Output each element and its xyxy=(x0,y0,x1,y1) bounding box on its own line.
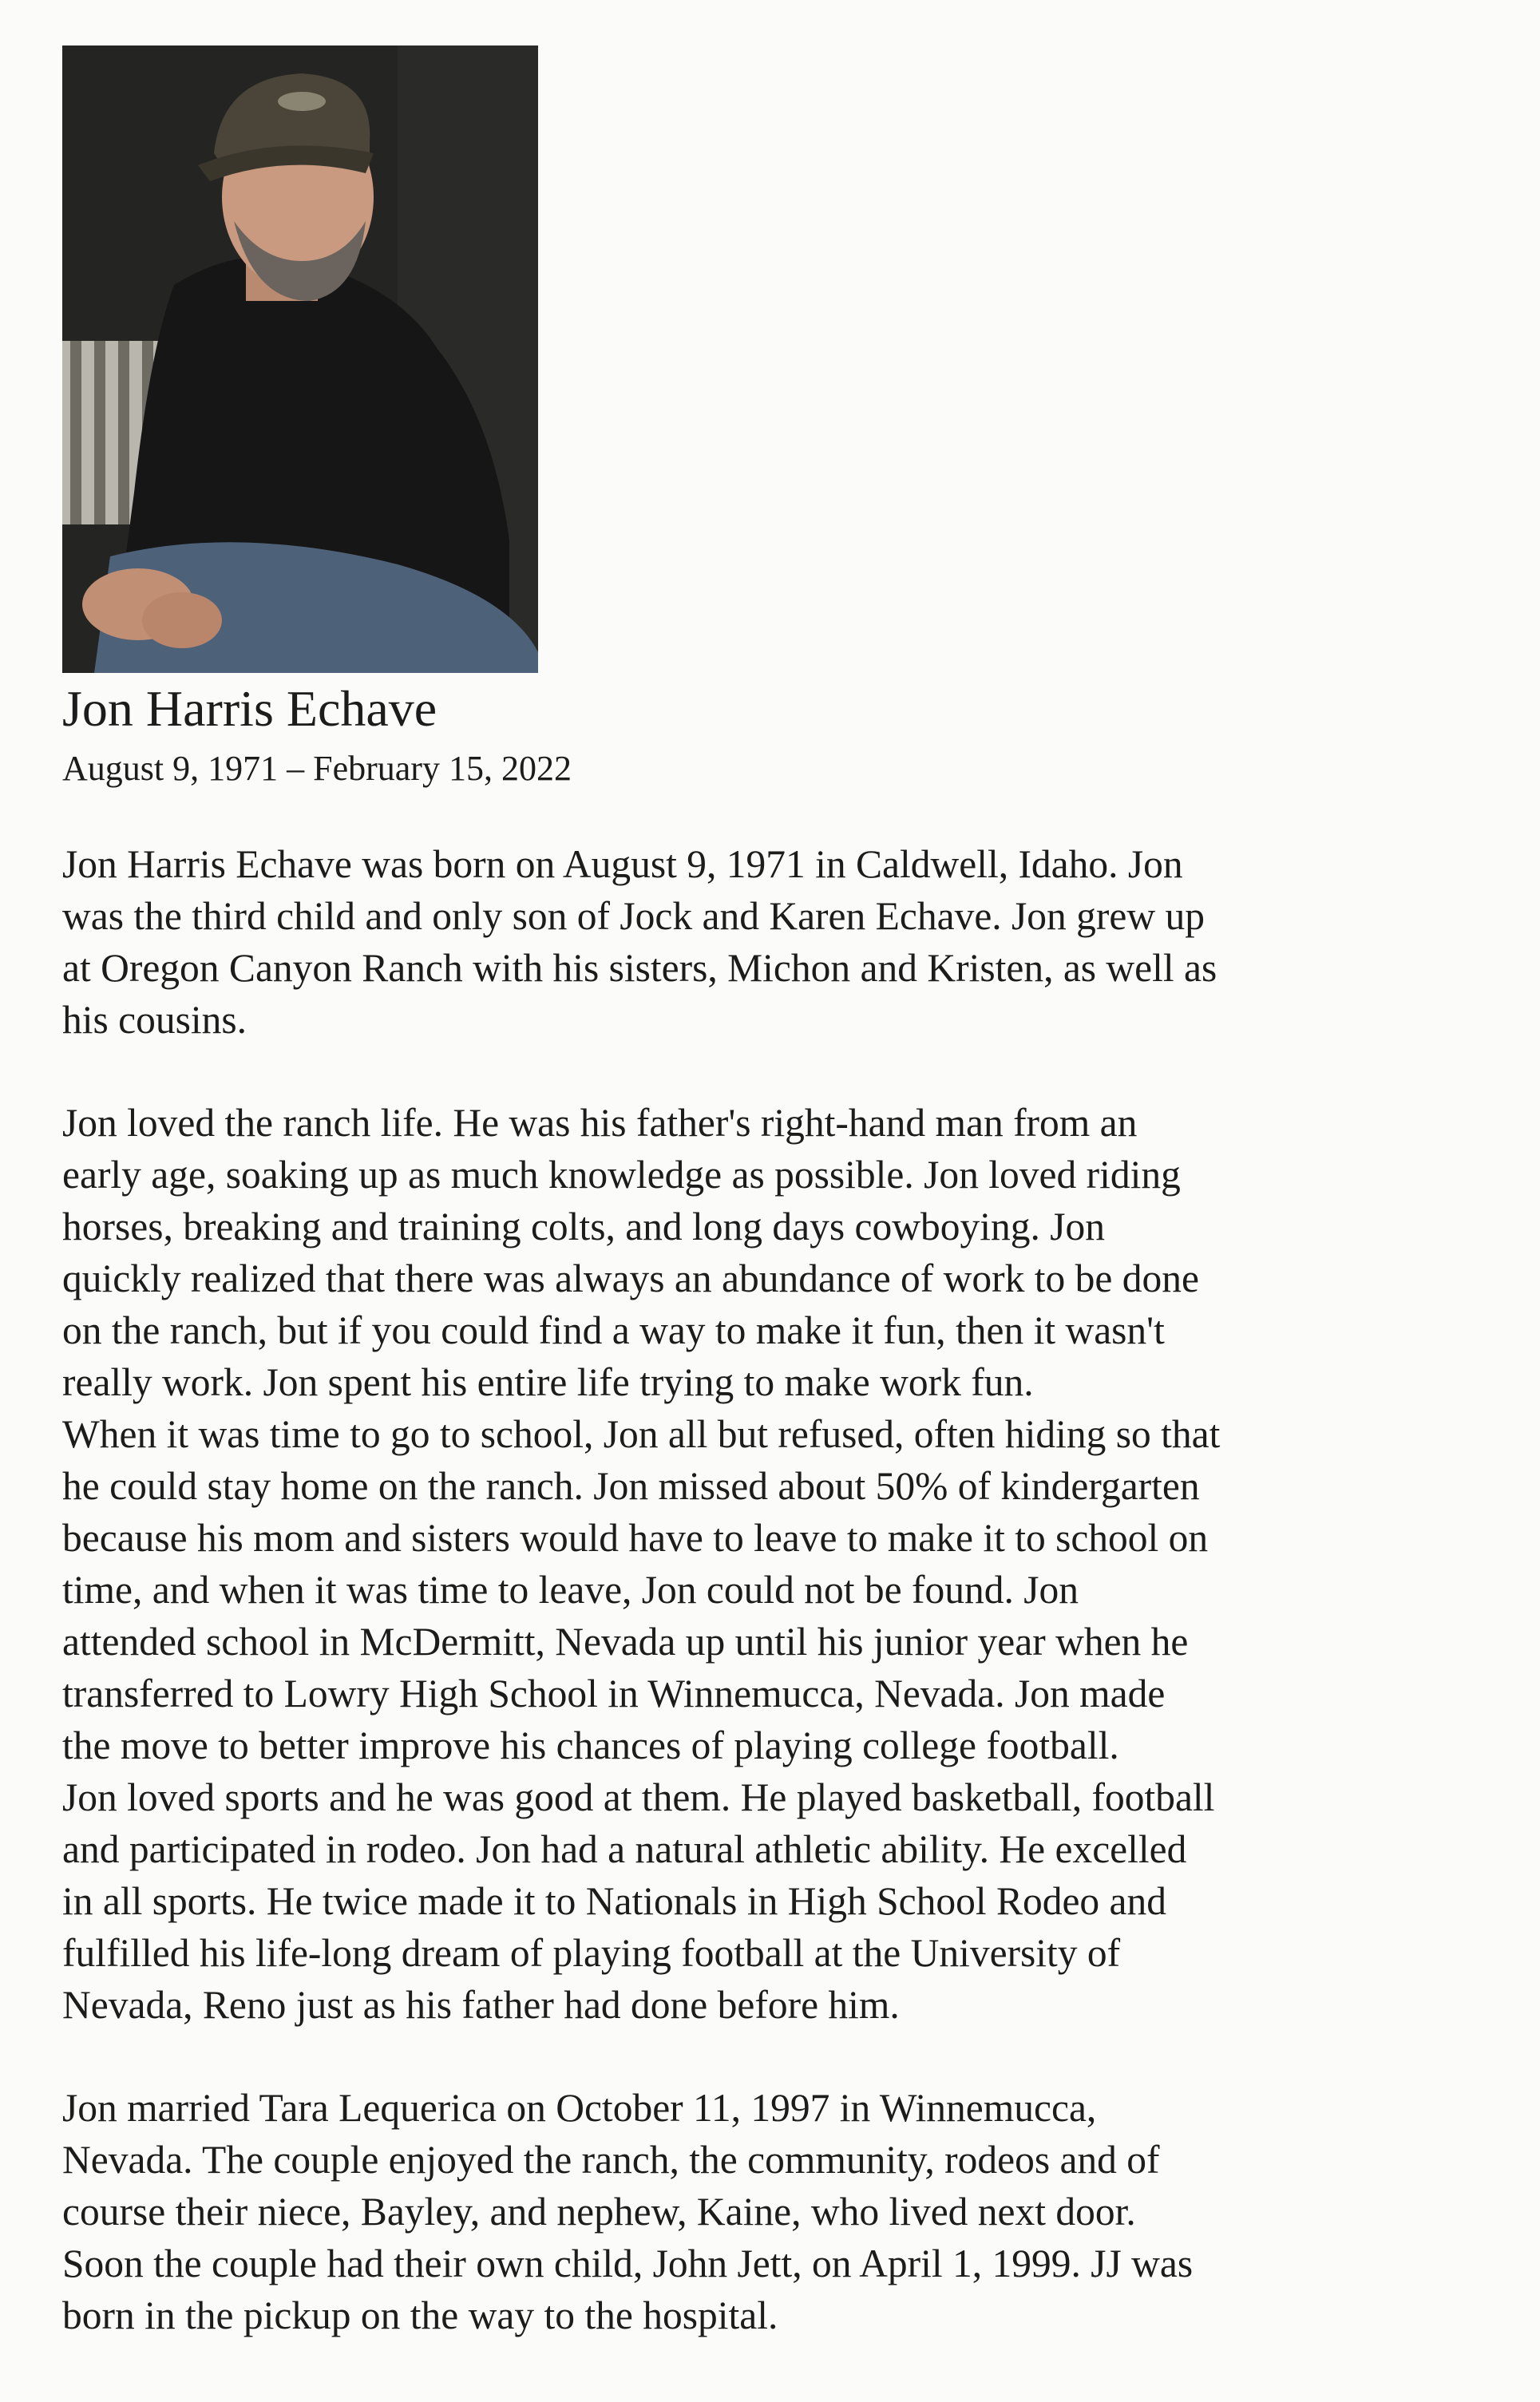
text-line: and participated in rodeo. Jon had a natural athletic ability. He excelled xyxy=(62,1827,1187,1871)
text-line: his cousins. xyxy=(62,998,247,1042)
text-line: was the third child and only son of Jock and Karen Echave. Jon grew up xyxy=(62,894,1205,938)
text-line: Jon loved sports and he was good at them. He played basketball, football xyxy=(62,1775,1215,1819)
text-line: Jon married Tara Lequerica on October 11, 1997 in Winnemucca, xyxy=(62,2086,1097,2130)
paragraph-marriage xyxy=(62,2082,1467,2341)
text-line: Soon the couple had their own child, John Jett, on April 1, 1999. JJ was xyxy=(62,2242,1194,2285)
text-line: early age, soaking up as much knowledge as possible. Jon loved riding xyxy=(62,1153,1181,1197)
text-line: transferred to Lowry High School in Winnemucca, Nevada. Jon made xyxy=(62,1672,1166,1715)
text-line: attended school in McDermitt, Nevada up until his junior year when he xyxy=(62,1620,1189,1664)
text-line: time, and when it was time to leave, Jon could not be found. Jon xyxy=(62,1568,1079,1612)
text-line: at Oregon Canyon Ranch with his sisters, Michon and Kristen, as well as xyxy=(62,946,1217,990)
text-line: on the ranch, but if you could find a way to make it fun, then it wasn't xyxy=(62,1308,1165,1352)
life-dates: August 9, 1971 – February 15, 2022 xyxy=(62,749,572,788)
text-line: Jon loved the ranch life. He was his father's right-hand man from an xyxy=(62,1101,1138,1145)
obituary-name: Jon Harris Echave xyxy=(62,680,437,737)
text-line: Nevada, Reno just as his father had done before him. xyxy=(62,1983,900,2027)
paragraph-birth xyxy=(62,838,1467,1046)
portrait-photo xyxy=(62,46,538,673)
text-line: fulfilled his life-long dream of playing football at the University of xyxy=(62,1931,1121,1975)
text-line: because his mom and sisters would have to leave to make it to school on xyxy=(62,1516,1209,1560)
text-line: in all sports. He twice made it to Nationals in High School Rodeo and xyxy=(62,1879,1167,1923)
text-line: born in the pickup on the way to the hospital. xyxy=(62,2293,778,2337)
text-line: horses, breaking and training colts, and long days cowboying. Jon xyxy=(62,1205,1106,1248)
paragraph-ranch-life xyxy=(62,1097,1467,2031)
text-line: When it was time to go to school, Jon all but refused, often hiding so that xyxy=(62,1412,1221,1456)
text-line: really work. Jon spent his entire life trying to make work fun. xyxy=(62,1360,1034,1404)
text-line: he could stay home on the ranch. Jon missed about 50% of kindergarten xyxy=(62,1464,1200,1508)
text-line: Jon Harris Echave was born on August 9, 1971 in Caldwell, Idaho. Jon xyxy=(62,842,1183,886)
text-line: quickly realized that there was always an abundance of work to be done xyxy=(62,1256,1199,1300)
obituary-body xyxy=(62,838,1467,2392)
text-line: course their niece, Bayley, and nephew, Kaine, who lived next door. xyxy=(62,2190,1136,2234)
text-line: Nevada. The couple enjoyed the ranch, the community, rodeos and of xyxy=(62,2138,1160,2182)
text-line: the move to better improve his chances of playing college football. xyxy=(62,1723,1119,1767)
